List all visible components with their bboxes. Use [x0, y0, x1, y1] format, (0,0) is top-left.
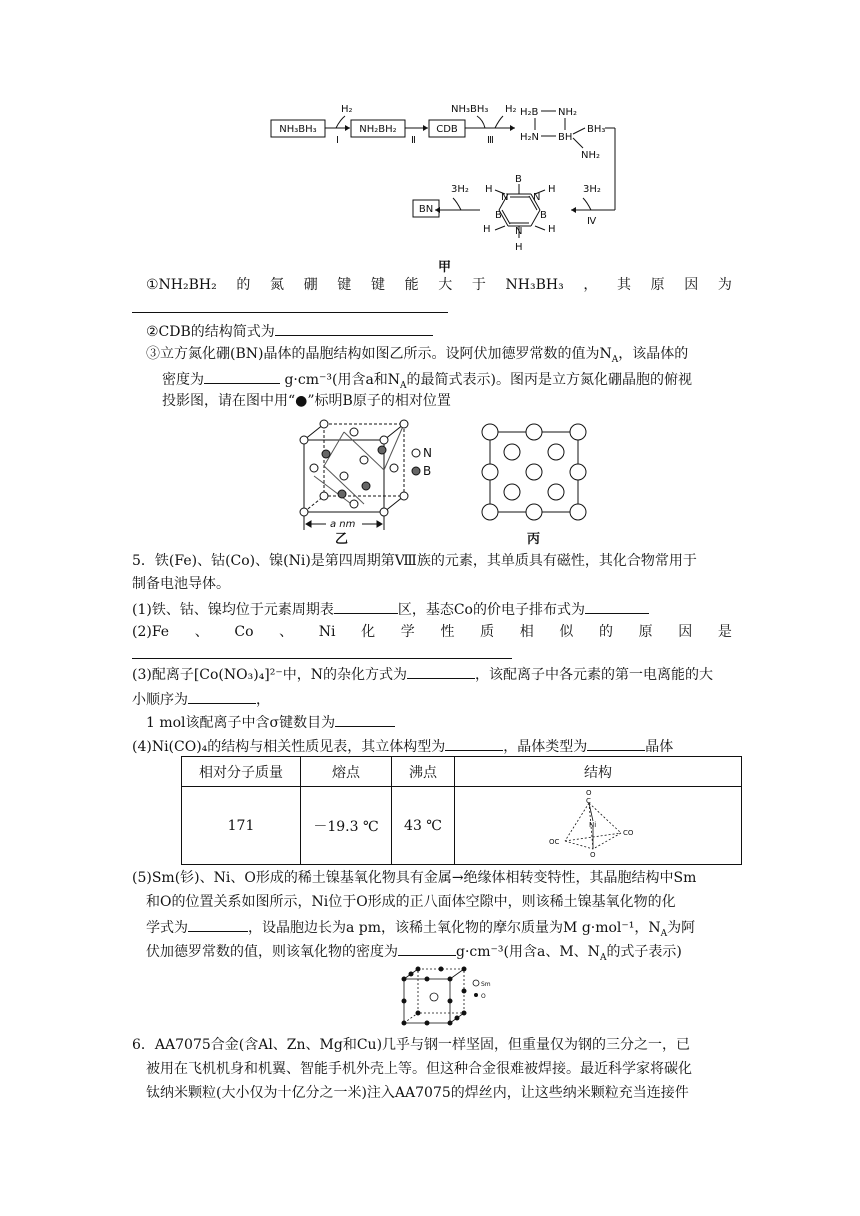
- svg-text:H₂B: H₂B: [520, 107, 539, 118]
- answer-blank[interactable]: [335, 711, 395, 727]
- svg-text:BH₃: BH₃: [587, 124, 606, 135]
- q5-line11: 学式为 ，设晶胞边长为a pm，该稀土氧化物的摩尔质量为M g·mol⁻¹，$N_A$为阿: [146, 916, 695, 944]
- reaction-scheme: [265, 98, 625, 273]
- svg-text:NH₂: NH₂: [581, 150, 601, 161]
- svg-text:B: B: [515, 174, 522, 185]
- bn-projection-grid[interactable]: [480, 422, 588, 522]
- svg-text:N: N: [533, 192, 541, 203]
- answer-blank[interactable]: [445, 735, 503, 751]
- svg-text:H: H: [485, 184, 493, 195]
- box-bn: BN: [418, 204, 434, 215]
- answer-blank[interactable]: [132, 312, 448, 313]
- svg-text:H₂N: H₂N: [520, 132, 540, 143]
- answer-blank[interactable]: [204, 368, 280, 384]
- scheme-caption: 甲: [438, 260, 452, 275]
- q5-line9: (5)Sm(钐)、Ni、O形成的稀土镍基氧化物具有金属→绝缘体相转变特性，其晶胞结构中Sm: [132, 870, 697, 886]
- q5-line12: 伏加德罗常数的值，则该氧化物的密度为 g·cm⁻³(用含a、M、$N_A$的式子表示): [146, 940, 682, 968]
- answer-blank[interactable]: [585, 598, 649, 614]
- answer-blank[interactable]: [275, 320, 433, 336]
- step-3: Ⅲ: [487, 135, 494, 146]
- q5-line2: 制备电池导体。: [132, 576, 230, 592]
- svg-text:OC: OC: [549, 837, 560, 846]
- table-cell: －19.3 ℃: [301, 787, 392, 865]
- q4-line1: ①NH₂BH₂ 的 氮 硼 键 键 能 大 于 NH₃BH₃ ， 其 原 因 为: [146, 277, 732, 293]
- table-cell: 43 ℃: [392, 787, 455, 865]
- caption-yi: 乙: [335, 532, 349, 547]
- answer-blank[interactable]: [587, 735, 645, 751]
- box-cdb: CDB: [436, 124, 458, 135]
- table-cell: 171: [182, 787, 301, 865]
- svg-text:H: H: [548, 184, 556, 195]
- dim-label: a nm: [330, 519, 356, 530]
- legend-n: N: [423, 446, 432, 460]
- table-header: 沸点: [392, 757, 455, 787]
- svg-text:BH: BH: [558, 132, 573, 143]
- nico-properties-table: [181, 756, 742, 865]
- svg-text:N: N: [501, 192, 509, 203]
- q6-line2: 被用在飞机机身和机翼、智能手机外壳上等。但这种合金很难被焊接。最近科学家将碳化: [146, 1061, 692, 1077]
- bn-legend: [408, 445, 448, 481]
- nh3bh3-reagent: NH₃BH₃: [451, 104, 489, 115]
- sm-o-unit-cell: [396, 965, 496, 1029]
- q4-line3: ③立方氮化硼(BN)晶体的晶胞结构如图乙所示。设阿伏加德罗常数的值为$N_A$，该晶体的: [146, 346, 689, 365]
- table-cell-structure: [455, 787, 742, 865]
- svg-text:B: B: [540, 210, 547, 221]
- box-nh2bh2: NH₂BH₂: [359, 124, 397, 135]
- answer-blank[interactable]: [398, 940, 456, 956]
- h3-label-1: 3H₂: [583, 184, 601, 195]
- q6-line1: 6．AA7075合金(含Al、Zn、Mg和Cu)几乎与钢一样坚固，但重量仅为钢的三分之一，已: [132, 1037, 691, 1053]
- q5-line6: 小顺序为 ，: [132, 688, 270, 710]
- h2-label-2: H₂: [505, 104, 517, 115]
- table-header: 结构: [455, 757, 742, 787]
- legend-o: O: [481, 993, 486, 1000]
- answer-blank[interactable]: [132, 658, 512, 659]
- svg-text:B: B: [495, 210, 502, 221]
- q4-line5: 投影图，请在图中用“●”标明B原子的相对位置: [162, 393, 451, 409]
- caption-bing: 丙: [527, 532, 541, 547]
- box-nh3bh3: NH₃BH₃: [279, 124, 317, 135]
- q4-line2: ②CDB的结构简式为: [146, 320, 433, 342]
- h2-label-1: H₂: [341, 104, 353, 115]
- legend-b: B: [423, 464, 432, 478]
- step-4: Ⅳ: [587, 216, 597, 227]
- table-header: 熔点: [301, 757, 392, 787]
- answer-blank[interactable]: [188, 916, 248, 932]
- svg-text:NH₂: NH₂: [558, 107, 578, 118]
- q5-line4: (2)Fe 、 Co 、 Ni 化 学 性 质 相 似 的 原 因 是: [132, 624, 732, 640]
- svg-text:CO: CO: [623, 828, 634, 837]
- nico4-structure: [543, 789, 653, 859]
- table-header: 相对分子质量: [182, 757, 301, 787]
- svg-text:O: O: [590, 850, 596, 859]
- q5-line3: (1)铁、钴、镍均位于元素周期表 区，基态Co的价电子排布式为: [132, 598, 649, 620]
- svg-text:H: H: [483, 224, 491, 235]
- step-2: Ⅱ: [411, 135, 416, 146]
- answer-blank[interactable]: [334, 598, 398, 614]
- q5-line10: 和O的位置关系如图所示，Ni位于O形成的正八面体空隙中，则该稀土镍基氧化物的化: [146, 894, 676, 910]
- q5-line5: (3)配离子[Co(NO₃)₄]²⁻中，N的杂化方式为 ，该配离子中各元素的第一电离能的大: [132, 663, 713, 685]
- svg-text:N: N: [515, 226, 523, 237]
- svg-text:H: H: [515, 242, 523, 253]
- q6-line3: 钛纳米颗粒(大小仅为十亿分之一米)注入AA7075的焊丝内，让这些纳米颗粒充当连接件: [146, 1085, 689, 1101]
- q5-line8: (4)Ni(CO)₄的结构与相关性质见表，其立体构型为 ，晶体类型为 晶体: [132, 735, 673, 757]
- answer-blank[interactable]: [407, 663, 475, 679]
- legend-sm: Sm: [481, 981, 491, 988]
- svg-text:C: C: [586, 796, 591, 805]
- step-1: Ⅰ: [336, 135, 339, 146]
- q4-line4: 密度为 g·cm⁻³(用含a和$N_A$的最简式表示)。图丙是立方氮化硼晶胞的俯视: [162, 368, 692, 396]
- svg-text:O: O: [586, 788, 592, 797]
- q5-line7: 1 mol该配离子中含σ键数目为: [146, 711, 395, 733]
- svg-text:H: H: [548, 224, 556, 235]
- h3-label-2: 3H₂: [451, 184, 469, 195]
- svg-text:Ni: Ni: [589, 820, 597, 829]
- answer-blank[interactable]: [188, 688, 256, 704]
- q5-line1: 5．铁(Fe)、钴(Co)、镍(Ni)是第四周期第Ⅷ族的元素，其单质具有磁性，其化合物常用于: [132, 553, 697, 569]
